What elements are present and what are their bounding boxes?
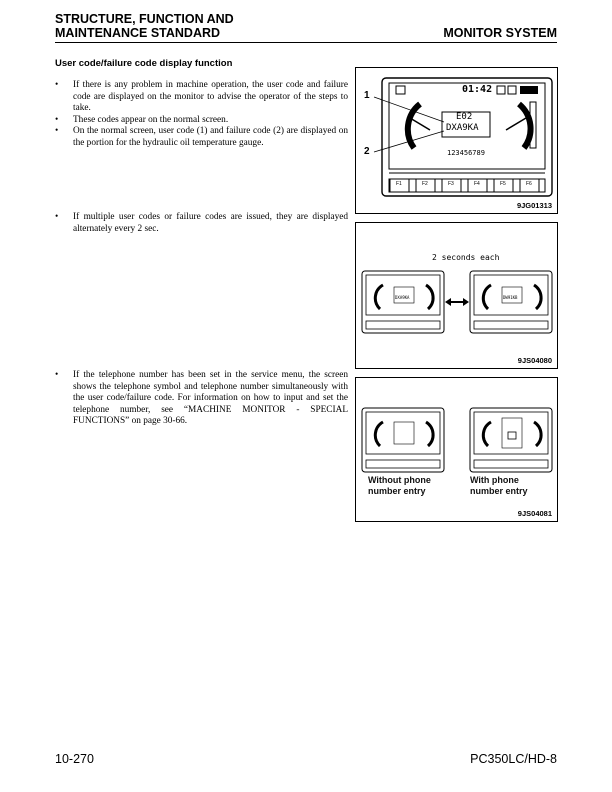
bullet-item: • If the telephone number has been set in the service menu, the screen shows the telephone symbol and telephone number simultaneously with the user code/failure code. For information on how to input and set the telephone number, see “MACHINE MONITOR - SPECIAL FUNCTIONS” on page 30-66. <box>55 370 348 428</box>
left-code-display: DXA9KA <box>395 295 410 300</box>
monitor-illustration <box>356 68 557 213</box>
f5-key: F5 <box>500 181 506 187</box>
bullet-item: • If there is any problem in machine operation, the user code and failure code are displayed on the monitor to advise the operator of the steps to take. <box>55 80 348 115</box>
f2-key: F2 <box>422 181 428 187</box>
figure-id: 9JG01313 <box>516 201 552 210</box>
clock-display: 01:42 <box>462 84 493 95</box>
f6-key: F6 <box>526 181 532 187</box>
header-title <box>55 12 234 40</box>
header-section: MONITOR SYSTEM <box>443 26 557 40</box>
paragraph-3 <box>55 370 348 428</box>
section-title: User code/failure code display function <box>55 58 233 69</box>
alternating-monitors-illustration <box>356 223 557 368</box>
page-number: 10-270 <box>55 752 94 766</box>
callout-user-code: 1 <box>364 90 370 101</box>
paragraph-1 <box>55 80 348 150</box>
caption-line: Without phone <box>368 475 431 485</box>
bullet-item: • If multiple user codes or failure codes are issued, they are displayed alternately every 2 sec. <box>55 212 348 235</box>
caption-line: number entry <box>470 486 528 496</box>
caption-line: number entry <box>368 486 426 496</box>
function-key-row <box>390 181 546 191</box>
figure-caption: 2 seconds each <box>432 253 500 262</box>
header-title-line2: MAINTENANCE STANDARD <box>55 26 221 40</box>
figure-id: 9JS04080 <box>517 356 552 365</box>
callout-failure-code: 2 <box>364 146 370 157</box>
paragraph-2 <box>55 212 348 235</box>
phone-monitors-illustration <box>356 378 557 521</box>
header-title-line1: STRUCTURE, FUNCTION AND <box>55 12 234 26</box>
f3-key: F3 <box>448 181 454 187</box>
caption-without-phone <box>368 475 431 497</box>
failure-code-display: DXA9KA <box>446 123 479 133</box>
f1-key: F1 <box>396 181 402 187</box>
figure-alternating-codes <box>355 222 558 369</box>
header-rule <box>55 42 557 43</box>
f4-key: F4 <box>474 181 480 187</box>
user-code-display: E02 <box>456 112 473 122</box>
model-name: PC350LC/HD-8 <box>470 752 557 766</box>
caption-with-phone <box>470 475 528 497</box>
phone-number-display: 123456789 <box>447 149 485 157</box>
figure-monitor-normal-screen <box>355 67 558 214</box>
bullet-item: • These codes appear on the normal screen. <box>55 115 348 127</box>
bullet-item: • On the normal screen, user code (1) and failure code (2) are displayed on the portion for the hydraulic oil temperature gauge. <box>55 126 348 149</box>
caption-line: With phone <box>470 475 519 485</box>
right-code-display: DW91KB <box>503 295 518 300</box>
figure-id: 9JS04081 <box>517 509 552 518</box>
figure-phone-number <box>355 377 558 522</box>
